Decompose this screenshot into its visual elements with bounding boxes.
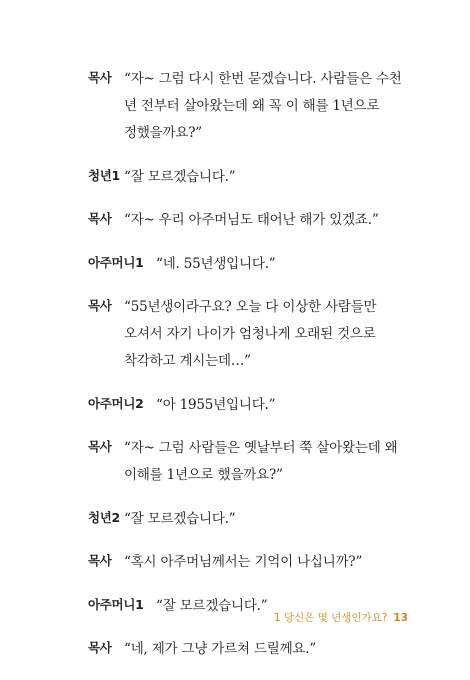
speaker-label: 아주머니1 (88, 596, 144, 612)
dialogue-line (88, 506, 418, 533)
dialogue-line (88, 164, 418, 191)
dialogue-line (88, 251, 418, 278)
speaker-label: 청년1 (88, 167, 120, 183)
dialogue-text: “잘 모르겠습니다.” (156, 597, 268, 614)
page-number: 13 (393, 612, 408, 624)
dialogue-line (88, 636, 418, 663)
speaker-label: 목사 (88, 298, 112, 313)
dialogue-text: “잘 모르겠습니다.” (124, 168, 236, 185)
dialogue-text: “55년생이라구요? 오늘 다 이상한 사람들만 오셔서 자기 나이가 엄청나게 오래된 것으로 착각하고 계시는데…” (124, 299, 377, 369)
speaker-label: 목사 (88, 640, 112, 655)
dialogue-text: “자~ 그럼 다시 한번 묻겠습니다. 사람들은 수천 년 전부터 살아왔는데 왜 꼭 이 해를 1년으로 정했을까요?” (124, 71, 402, 141)
dialogue-list (88, 66, 418, 680)
chapter-title: 1 당신은 몇 년생인가요? (273, 612, 388, 624)
dialogue-line (88, 294, 418, 375)
speaker-label: 청년2 (88, 509, 120, 525)
dialogue-line (88, 207, 418, 234)
dialogue-line (88, 392, 418, 419)
speaker-label: 목사 (88, 439, 112, 454)
dialogue-text: “네, 제가 그냥 가르쳐 드릴께요.” (124, 641, 317, 657)
speaker-label: 아주머니2 (88, 395, 144, 411)
dialogue-text: “잘 모르겠습니다.” (124, 510, 236, 527)
dialogue-line (88, 66, 418, 147)
speaker-label: 목사 (88, 211, 112, 226)
dialogue-line (88, 549, 418, 576)
dialogue-text: “자~ 우리 아주머님도 태어난 해가 있겠죠.” (124, 212, 379, 228)
running-footer (274, 610, 408, 625)
dialogue-line (88, 435, 418, 489)
dialogue-text: “네. 55년생입니다.” (156, 255, 276, 272)
speaker-label: 목사 (88, 70, 112, 85)
speaker-label: 목사 (88, 553, 112, 568)
dialogue-text: “아 1955년입니다.” (156, 396, 276, 413)
speaker-label: 아주머니1 (88, 254, 144, 270)
dialogue-text: “혹시 아주머님께서는 기억이 나십니까?” (124, 554, 363, 570)
dialogue-text: “자~ 그럼 사람들은 옛날부터 쭉 살아왔는데 왜 이해를 1년으로 했을까요?” (124, 440, 398, 483)
